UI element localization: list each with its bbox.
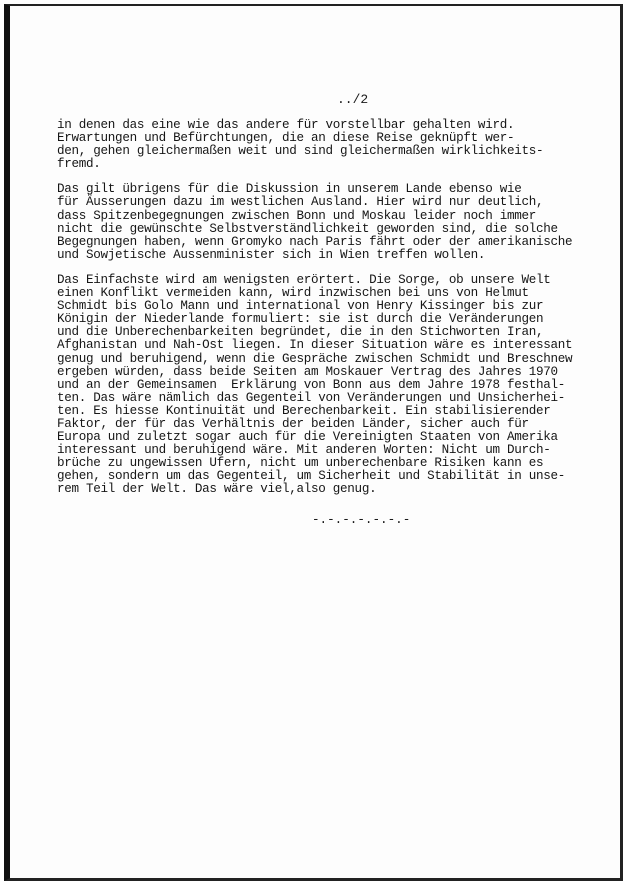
text-line: Schmidt bis Golo Mann und international von Henry Kissinger bis zur	[57, 299, 544, 314]
text-line: brüche zu ungewissen Ufern, nicht um unberechenbare Risiken kann es	[57, 456, 544, 471]
text-line: ten. Das wäre nämlich das Gegenteil von Veränderungen und Unsicherhei-	[57, 390, 566, 405]
document-body	[57, 119, 602, 497]
text-line: den, gehen gleichermaßen weit und sind gleichermaßen wirklichkeits-	[57, 144, 544, 159]
text-line: Europa und zuletzt sogar auch für die Vereinigten Staaten von Amerika	[57, 430, 558, 445]
text-line: Begegnungen haben, wenn Gromyko nach Paris fährt oder der amerikanische	[57, 234, 573, 249]
paragraph-1	[57, 119, 602, 171]
text-line: genug und beruhigend, wenn die Gespräche zwischen Schmidt und Breschnew	[57, 351, 573, 366]
text-line: Das Einfachste wird am wenigsten erörtert. Die Sorge, ob unsere Welt	[57, 272, 551, 287]
paragraph-2	[57, 183, 602, 262]
text-line: dass Spitzenbegegnungen zwischen Bonn und Moskau leider noch immer	[57, 208, 536, 223]
text-line: nicht die gewünschte Selbstverständlichkeit geworden sind, die solche	[57, 221, 558, 236]
text-line: Erwartungen und Befürchtungen, die an diese Reise geknüpft wer-	[57, 131, 515, 146]
text-line: Das gilt übrigens für die Diskussion in unserem Lande ebenso wie	[57, 182, 522, 197]
text-line: für Äusserungen dazu im westlichen Ausland. Hier wird nur deutlich,	[57, 195, 544, 210]
text-line: rem Teil der Welt. Das wäre viel,also genug.	[57, 482, 377, 497]
text-line: Faktor, der für das Verhältnis der beiden Länder, sicher auch für	[57, 416, 529, 431]
text-line: und an der Gemeinsamen Erklärung von Bonn aus dem Jahre 1978 festhal-	[57, 377, 566, 392]
text-line: Afghanistan und Nah-Ost liegen. In dieser Situation wäre es interessant	[57, 338, 573, 353]
text-line: in denen das eine wie das andere für vorstellbar gehalten wird.	[57, 118, 515, 132]
text-line: einen Konflikt vermeiden kann, wird inzwischen bei uns von Helmut	[57, 286, 529, 301]
text-line: Königin der Niederlande formuliert: sie ist durch die Veränderungen	[57, 312, 544, 327]
text-line: und die Unberechenbarkeiten begründet, die in den Stichworten Iran,	[57, 325, 544, 340]
text-line: ten. Es hiesse Kontinuität und Berechenbarkeit. Ein stabilisierender	[57, 403, 551, 418]
end-separator: -.-.-.-.-.-.-	[312, 513, 411, 527]
text-line: und Sowjetische Aussenminister sich in Wien treffen wollen.	[57, 247, 486, 262]
text-line: interessant und beruhigend wäre. Mit anderen Worten: Nicht um Durch-	[57, 443, 551, 458]
text-line: ergeben würden, dass beide Seiten am Moskauer Vertrag des Jahres 1970	[57, 364, 558, 379]
text-line: fremd.	[57, 157, 101, 172]
paragraph-3	[57, 274, 602, 497]
page-number: ../2	[337, 92, 369, 107]
text-line: gehen, sondern um das Gegenteil, um Sicherheit und Stabilität in unse-	[57, 469, 566, 484]
